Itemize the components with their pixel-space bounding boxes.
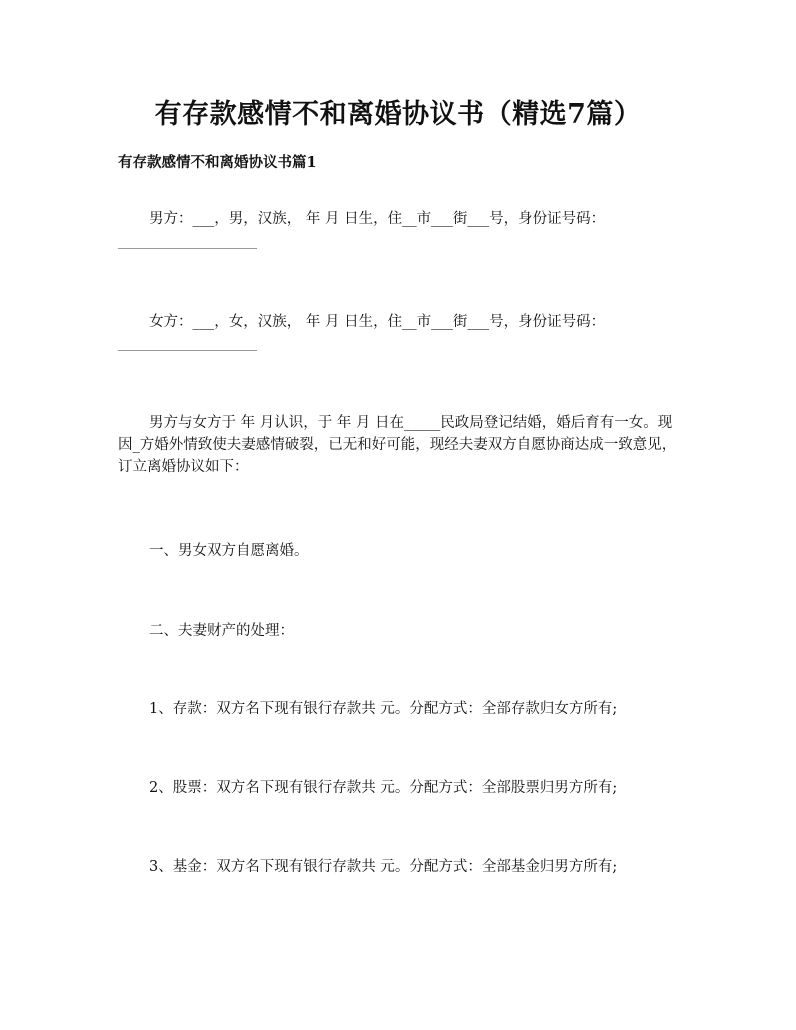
male-party-paragraph: 男方：___，男，汉族， 年 月 日生，住__市___街___号，身份证号码： (149, 211, 606, 227)
clause-1-paragraph: 一、男女双方自愿离婚。 (149, 543, 309, 559)
document-title: 有存款感情不和离婚协议书（精选7篇） (154, 99, 642, 130)
intro-paragraph: 男方与女方于 年 月认识，于 年 月 日在_____民政局登记结婚，婚后育有一女。现因_方婚外情致使夫妻感情破裂，已无和好可能，现经夫妻双方自愿协商达成一致意见，订立离婚协议如下： (118, 415, 677, 475)
item-3-paragraph: 3、基金：双方名下现有银行存款共 元。分配方式：全部基金归男方所有; (149, 859, 618, 875)
item-2-paragraph: 2、股票：双方名下现有银行存款共 元。分配方式：全部股票归男方所有; (149, 780, 618, 796)
female-id-blank-line (118, 350, 257, 351)
clause-2-paragraph: 二、夫妻财产的处理： (149, 623, 294, 639)
item-1-paragraph: 1、存款：双方名下现有银行存款共 元。分配方式：全部存款归女方所有; (149, 701, 618, 717)
male-id-blank-line (118, 248, 257, 249)
female-party-paragraph: 女方：___，女，汉族， 年 月 日生，住__市___街___号，身份证号码： (149, 314, 606, 330)
section-heading: 有存款感情不和离婚协议书篇1 (118, 154, 317, 171)
